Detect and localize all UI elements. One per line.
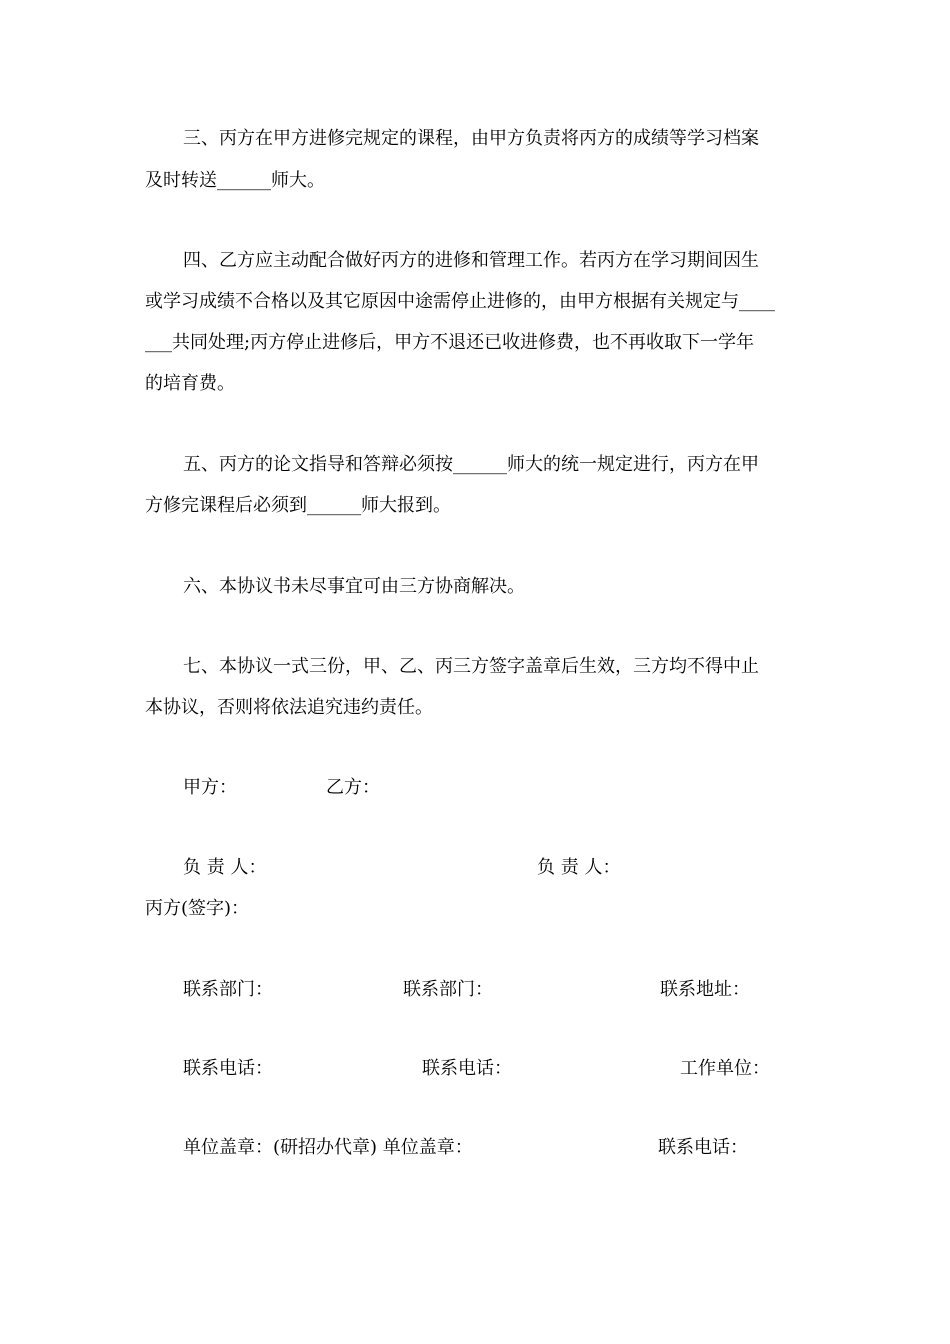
responsible-person-label-2: 负 责 人： (537, 857, 621, 878)
clause-4-line-2: 或学习成绩不合格以及其它原因中途需停止进修的，由甲方根据有关规定与____ (145, 291, 775, 312)
clause-6-line-1: 六、本协议书未尽事宜可由三方协商解决。 (183, 576, 525, 597)
clause-4-line-3: ___共同处理;丙方停止进修后，甲方不退还已收进修费，也不再收取下一学年 (145, 332, 755, 353)
contact-dept-label-1: 联系部门： (183, 979, 273, 1000)
clause-7-line-2: 本协议，否则将依法追究违约责任。 (145, 697, 433, 718)
contact-phone-label-1: 联系电话： (183, 1058, 273, 1079)
responsible-person-label-1: 负 责 人： (183, 857, 267, 878)
contact-address-label: 联系地址： (660, 979, 750, 1000)
party-a-label: 甲方： (183, 777, 237, 798)
clause-3-line-2: 及时转送______师大。 (145, 170, 325, 191)
clause-5-line-1: 五、丙方的论文指导和答辩必须按______师大的统一规定进行，丙方在甲 (183, 454, 759, 475)
work-unit-label: 工作单位： (680, 1058, 770, 1079)
contact-phone-label-3: 联系电话： (658, 1137, 748, 1158)
party-b-label: 乙方： (326, 777, 380, 798)
unit-seal-label: 单位盖章：(研招办代章) 单位盖章： (183, 1137, 473, 1158)
contact-dept-label-2: 联系部门： (403, 979, 493, 1000)
clause-4-line-1: 四、乙方应主动配合做好丙方的进修和管理工作。若丙方在学习期间因生 (183, 250, 759, 271)
contact-phone-label-2: 联系电话： (422, 1058, 512, 1079)
clause-3-line-1: 三、丙方在甲方进修完规定的课程，由甲方负责将丙方的成绩等学习档案 (183, 128, 759, 149)
clause-5-line-2: 方修完课程后必须到______师大报到。 (145, 495, 451, 516)
clause-7-line-1: 七、本协议一式三份，甲、乙、丙三方签字盖章后生效，三方均不得中止 (183, 656, 759, 677)
party-c-signature-label: 丙方(签字)： (145, 898, 250, 919)
clause-4-line-4: 的培育费。 (145, 373, 235, 394)
